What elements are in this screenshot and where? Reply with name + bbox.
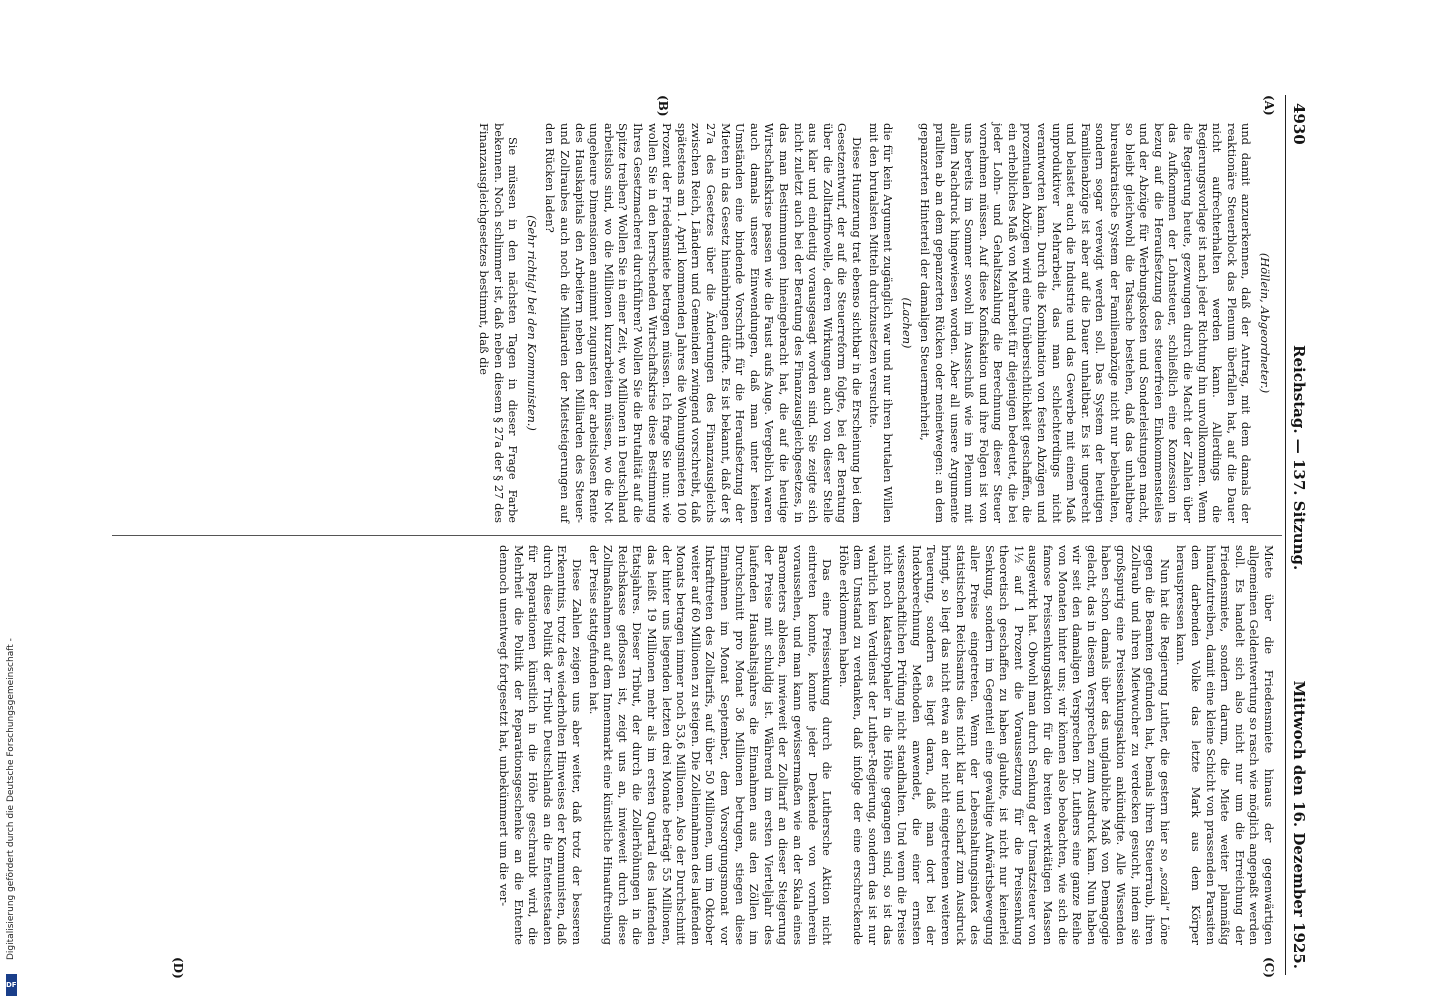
speaker-line: (Höllein, Abgeordneter.) [1258,252,1272,394]
margin-mark-a: (A) [1262,95,1276,116]
paragraph: Sie müssen in den nächsten Tagen in dieser Frage Farbe bekennen. Noch schlimmer ist, daß neben diesem § 27a der § 27 des Finanzausgleichgesetzes bestimmt, daß die [477,123,521,523]
margin-mark-c: (C) [1262,957,1276,978]
page-header [1286,95,1310,975]
paragraph: die für kein Argument zugänglich war und nur ihren brutalen Willen mit den brutalsten Mitteln durchzusetzen versuchte. [866,123,896,523]
right-column [495,545,1276,945]
page-number: 4930 [1290,103,1308,145]
rotated-page [110,95,1310,979]
margin-mark-b: (B) [656,95,670,117]
session-title: Reichstag. — 137. Sitzung. [1290,345,1308,571]
paragraph: Miete über die Friedensmiete hinaus der gegenwärtigen allgemeinen Geldentwertung so rasch wie möglich angepaßt werden soll. Es handelt sich also nicht nur um die Erreichung der Friedensmiete, sondern darum, die Miete weiter planmäßig hinaufzutreiben, damit eine kleine Schicht von prassenden Parasiten dem darbenden Volke das letzte Mark aus dem Körper herauspressen kann. [1174,545,1276,945]
digitization-note: Digitalisierung gefördert durch die Deutsche Forschungsgemeinschaft - [6,638,16,960]
interjection: (Lachen) [899,297,914,349]
left-column [475,123,1276,523]
margin-mark-d: (D) [171,957,185,979]
session-date: Mittwoch den 16. Dezember 1925. [1290,680,1308,969]
paragraph: und damit anzuerkennen, daß der Antrag, mit dem damals der reaktionäre Steuerblock das Plenum überfallen hat, auf die Dauer nicht aufrechterhalten werden kann. Allerdings die Regierungsvorlage ist nach jeder Richtung hin unvollkommen. Wenn die Regierung heute, gezwungen durch die Macht der Zahlen über das Aufkommen der Lohnsteuer, schließlich eine Konzession in bezug auf die Heraufsetzung des steuerfreien Einkommensteiles und der Abzüge für Werbungskosten und Sonderleistungen macht, so bleibt gleichwohl die Tatsache bestehen, daß das unhaltbare bureaukratische System der Familienabzüge nicht nur beibehalten, sondern sogar verewigt werden soll. Das System der heutigen Familienabzüge ist aber auf die Dauer unhaltbar. Es ist ungerecht und belastet auch die Industrie und das Gewerbe mit einem Maß unproduktiver Mehrarbeit, das man schlechterdings nicht verantworten kann. Durch die Kombination von festen Abzügen und prozentualen Abzügen wird eine Unübersichtlichkeit geschaffen, die ein erhebliches Maß von Mehrarbeit für diejenigen bedeutet, die bei jeder Lohn- und Gehaltszahlung die Berechnung dieser Steuer vornehmen müssen. Auf diese Konfiskation und ihre Folgen ist von uns bereits im Sommer sowohl im Ausschuß wie im Plenum mit allem Nachdruck hingewiesen worden. Aber all unsere Argumente prallten ab an dem gepanzerten Rücken oder meinetwegen: an dem gepanzerten Hinterteil der damaligen Steuermehrheit, [918,123,1254,523]
header-rule [1285,95,1286,975]
dfg-logo-text: DFG [6,981,23,989]
column-divider [112,535,1282,536]
paragraph: Das eine Preissenkung durch die Luthersche Aktion nicht eintreten konnte, konnte jeder Denkende von vornherein voraussehen, und man kann gewissermaßen wie an der Skala eines Barometers ablesen, inwieweit der Zolltarif an dieser Steigerung der Preise mit schuldig ist. Während im ersten Vierteljahr des laufenden Haushaltsjahres die Einnahmen aus den Zöllen im Durchschnitt pro Monat 36 Millionen betrugen, stiegen diese Einnahmen im Monat September, dem Vorsorgungsmonat vor Inkrafttreten des Zolltarifs, auf über 50 Millionen, um im Oktober weiter auf 60 Millionen zu steigen. Die Zolleinnahmen des laufenden Monats betragen immer noch 53,6 Millionen. Also der Durchschnitt der hinter uns liegenden letzten drei Monate beträgt 55 Millionen, das heißt 19 Millionen mehr als im ersten Quartal des laufenden Etatsjahres. Dieser Tribut, der durch die Zollerhöhungen in die Reichskasse geflossen ist, zeigt uns an, inwieweit durch diese Zollmaßnahmen auf dem Innenmarkt eine künstliche Hinauftreibung der Preise stattgefunden hat. [586,545,835,945]
dfg-logo [6,974,23,996]
digitization-footer [6,170,23,1000]
paragraph: Diese Zahlen zeigen uns aber weiter, daß trotz der besseren Erkenntnis, trotz des wiederholten Hinweises der Kommunisten, daß durch diese Politik der Tribut Deutschlands an die Ententestaaten für Reparationen künstlich in die Höhe geschraubt wird, die Mehrheit die Politik der Reparationsgeschenke an die Entente dennoch unentwegt fortgesetzt hat, unbekümmert um die ver- [497,545,585,945]
paragraph: Diese Hunzerung trat ebenso sichtbar in die Erscheinung bei dem Gesetzentwurf, der auf die Steuerreform folgte, bei der Beratung über die Zolltarifnovelle, deren Wirkungen auch von dieser Stelle aus klar und eindeutig vorausgesagt worden sind. Sie zeigte sich nicht zuletzt auch bei der Beratung des Finanzausgleichgesetzes, in das man Bestimmungen hineingebracht hat, die auf die heutige Wirtschaftskrise passen wie die Faust aufs Auge. Vergeblich waren auch damals unsere Einwendungen, daß man unter keinen Umständen eine bindende Vorschrift für die Heraufsetzung der Mieten in das Gesetz hineinbringen dürfte. Es ist bekannt, daß der § 27a des Gesetzes über die Änderungen des Finanzausgleichs zwischen Reich, Ländern und Gemeinden zwingend vorschreibt, daß spätestens am 1. April kommenden Jahres die Wohnungsmieten 100 Prozent der Friedensmiete betragen müssen. Ich frage Sie nun: wie wollen Sie in den herrschenden Wirtschaftskrise diese Bestimmung Ihres Gesetzmacherei durchführen? Wollen Sie die Brutalität auf die Spitze treiben? Wollen Sie in einer Zeit, wo Millionen in Deutschland arbeitslos sind, wo die Millionen kurzarbeiten müssen, wo die Not ungeheure Dimensionen annimmt zugunsten der arbeitslosen Rente des Hauskapitals den Arbeitern neben den Milliarden des Steuer- und Zollraubes auch noch die Milliarden der Mietsteigerungen auf den Rücken laden? [543,123,864,523]
interjection: (Sehr richtig! bei den Kommunisten.) [524,215,539,431]
paragraph: Nun hat die Regierung Luther, die gestern hier so „sozial“ Löne gegen die Beamten gefunden hat, bemals ihren Steuerraub, ihren Zollraub und ihren Mietwucher zu verdecken gesucht, indem sie großspurig eine Preissenkungsaktion ankündigte. Alle Wissenden haben schon damals über das unglaubliche Maß von Demagogie gelacht, das in diesem Versprechen zum Ausdruck kam. Nun haben wir seit den damaligen Versprechen Dr. Luthers eine ganze Reihe von Monaten hinter uns; wir können also beobachten, wie sich die famose Preissenkungsaktion für die breiten werktätigen Massen ausgewirkt hat. Obwohl man durch Senkung der Umsatzsteuer von 1½ auf 1 Prozent die Voraussetzung für die Preissenkung theoretisch geschaffen zu haben glaubte, ist nicht nur keinerlei Senkung, sondern im Gegenteil eine gewaltige Aufwärtsbewegung aller Preise eingetreten. Wenn der Lebenshaltungsindex des statistischen Reichsamts dies nicht klar und scharf zum Ausdruck bringt, so liegt das nicht etwa an der nicht eingetretenen weiteren Teuerung, sondern es liegt daran, daß man dort bei der Indexberechnung Methoden anwendet, die einer ernsten wissenschaftlichen Prüfung nicht standhalten. Und wenn die Preise nicht noch katastrophaler in die Höhe gegangen sind, so ist das wahrlich kein Verdienst der Luther-Regierung, sondern das ist nur dem Umstand zu verdanken, daß infolge der eine erschreckende Höhe erklommen haben. [836,545,1172,945]
